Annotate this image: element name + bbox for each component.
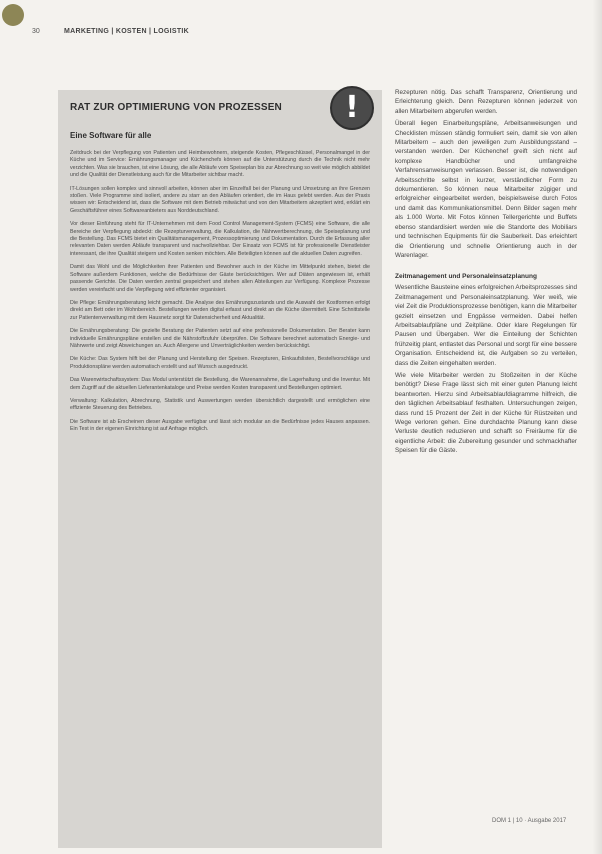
box-paragraph: Zeitdruck bei der Verpflegung von Patienten und Heimbewohnern, steigende Kosten, Pflegeschlüssel, Personalmangel in der Küche und im Service: Ernährungsmanager und Küchenchefs können auf die Unterstützung durch die Technik nicht mehr verzichten. Was sie brauchen, ist eine Lösung, die alle Abläufe vom Speiseplan bis zur Abrechnung so weit wie möglich abbildet und die Qualität der Dienstleistung auch für die Mitarbeiter sichtbar macht. bbox=[70, 150, 370, 179]
box-paragraph: Die Ernährungsberatung: Die gezielte Beratung der Patienten setzt auf eine professionelle Dokumentation. Der Berater kann individuelle Ernährungspläne erstellen und die Nährstoffzufuhr überprüfen. Die Software berechnet automatisch Energie- und Nährwerte und zeigt Abweichungen an. Auch Allergene und Unverträglichkeiten werden berücksichtigt. bbox=[70, 328, 370, 349]
box-title: RAT ZUR OPTIMIERUNG VON PROZESSEN bbox=[70, 102, 282, 113]
column-heading: Zeitmanagement und Personaleinsatzplanung bbox=[395, 273, 537, 281]
exclamation-icon: ! bbox=[330, 86, 374, 130]
section-header: MARKETING | KOSTEN | LOGISTIK bbox=[64, 28, 190, 35]
page-footer: DOM 1 | 10 · Ausgabe 2017 bbox=[492, 818, 567, 824]
box-paragraph: Die Software ist ab Erscheinen dieser Ausgabe verfügbar und lässt sich modular an die Bedürfnisse jedes Hauses anpassen. Ein Test in der eigenen Einrichtung ist auf Anfrage möglich. bbox=[70, 418, 370, 433]
box-paragraph: IT-Lösungen sollen komplex und sinnvoll arbeiten, können aber im Einzelfall bei der Planung und Umsetzung an ihre Grenzen stoßen. Viele Programme sind isoliert, andere zu starr an den Abläufen orientiert, die im Haus gelebt werden. Aus der Praxis wissen wir: Entscheidend ist, dass die Software mit dem Betrieb mitwächst und von den Mitarbeitern akzeptiert wird, erklärt ein Geschäftsführer eines Softwareanbieters aus Norddeutschland. bbox=[70, 185, 370, 214]
right-column bbox=[395, 88, 577, 838]
column-paragraph: Wie viele Mitarbeiter werden zu Stoßzeiten in der Küche benötigt? Diese Frage lässt sich mit einer guten Planung leicht beantworten. Hierzu sind Arbeitsablaufdiagramme hilfreich, die den täglichen Arbeitsablauf festhalten. Untersuchungen zeigen, dass rund 15 Prozent der Zeit in der Küche für Rüstzeiten und Wege verloren gehen. Eine durchdachte Planung kann diese Verluste deutlich reduzieren und schafft so Freiräume für die eigentliche Arbeit: die Zubereitung gesunder und schmackhafter Speisen für die Gäste. bbox=[395, 371, 577, 455]
box-paragraph: Das Warenwirtschaftssystem: Das Modul unterstützt die Bestellung, die Warenannahme, die Lagerhaltung und die Inventur. Mit dem Zugriff auf die aktuellen Lieferantenkataloge und Preise werden Kosten transparent und Bestellungen optimiert. bbox=[70, 377, 370, 391]
column-paragraph: Wesentliche Bausteine eines erfolgreichen Arbeitsprozesses sind Zeitmanagement und Personaleinsatzplanung. Wer weiß, wie viel Zeit die Produktionsprozesse benötigen, kann die Mitarbeiter gezielt einsetzen und Engpässe vermeiden. Dabei helfen Arbeitsablaufpläne und Zeitpläne. Oder klare Regelungen für Pausen und Übergaben. Wer die Einteilung der Schichten frühzeitig plant, entlastet das Personal und sorgt für eine bessere Organisation. Entscheidend ist, die Aufgaben so zu verteilen, dass die Zeiten eingehalten werden. bbox=[395, 284, 577, 367]
box-paragraph: Die Pflege: Ernährungsberatung leicht gemacht. Die Analyse des Ernährungszustands und die Auswahl der Kostformen erfolgt direkt am Bett oder im Wohnbereich. Bestellungen werden digital erfasst und direkt an die Küche übermittelt. Eine Schnittstelle zur Patientenverwaltung mit dem Hausnetz sorgt für Datensicherheit und Aktualität. bbox=[70, 299, 370, 321]
box-paragraph: Vor dieser Einführung steht für IT-Unternehmen mit dem Food Control Management-System (FCMS) eine Software, die alle Bereiche der Verpflegung abdeckt: die Rezepturverwaltung, die Kalkulation, die Nährwertberechnung, die Speiseplanung und die Bestellung. Das FCMS bietet ein Qualitätsmanagement, Prozessoptimierung und Dokumentation. Durch die Erfassung aller relevanten Daten werden Abläufe transparent und nachvollziehbar. Der Einsatz von FCMS ist für professionelle Dienstleister interessant, die ihre Qualität steigern und Kosten senken möchten. Alle Beteiligten können auf die aktuellen Daten zugreifen. bbox=[70, 221, 370, 257]
column-paragraph: Überall liegen Einarbeitungspläne, Arbeitsanweisungen und Checklisten müssen ständig formuliert sein, damit sie von allen Mitarbeitern – auch den jeweiligen zum Ausbildungsstand – verstanden werden. Der Küchenchef greift sich nicht auf komplexe Handbücher und umfangreiche Verfahrensanweisungen verlassen. Besser ist, die notwendigen Arbeitsschritte selbst in kurzer, verständlicher Form zu dokumentieren. So können neue Mitarbeiter zügiger und erfolgreicher eingearbeitet werden, beispielsweise durch Fotos und damit das Kommunikationsmittel. Denn Bilder sagen mehr als 1.000 Worte. Mit Fotos können Tellergerichte und Buffets ebenso standardisiert werden wie die Standorte des Mobiliars und technischen Equipments für die Sauberkeit. Das erleichtert die Orientierung und schnelle Orientierung auch in der Warenlager. bbox=[395, 120, 577, 259]
box-subtitle: Eine Software für alle bbox=[70, 131, 152, 140]
decorative-dot bbox=[2, 4, 24, 26]
box-paragraph: Damit das Wohl und die Möglichkeiten ihrer Patienten und Bewohner auch in der Küche im Mittelpunkt stehen, bietet die Software außerdem Funktionen, welche die Bedürfnisse der Gäste berücksichtigen. Wer auf Diäten angewiesen ist, erhält passende Gerichte. Die Daten werden zentral gespeichert und stehen allen Abteilungen zur Verfügung. Komplexe Prozesse werden vereinfacht und die Verpflegung wird effizienter organisiert. bbox=[70, 264, 370, 293]
info-box bbox=[58, 90, 382, 848]
page-edge-shadow bbox=[592, 0, 602, 854]
box-paragraph: Die Küche: Das System hilft bei der Planung und Herstellung der Speisen. Rezepturen, Einkaufslisten, Bestellvorschläge und Produktionspläne werden automatisch erstellt und auf Wunsch ausgedruckt. bbox=[70, 356, 370, 370]
box-paragraph: Verwaltung: Kalkulation, Abrechnung, Statistik und Auswertungen werden übersichtlich dargestellt und ermöglichen eine effiziente Steuerung des Betriebes. bbox=[70, 397, 370, 412]
page-number: 30 bbox=[32, 28, 40, 35]
column-paragraph: Rezepturen nötig. Das schafft Transparenz, Orientierung und Erleichterung gleich. Denn Rezepturen können jederzeit von allen Mitarbeitern abgerufen werden. bbox=[395, 89, 577, 115]
